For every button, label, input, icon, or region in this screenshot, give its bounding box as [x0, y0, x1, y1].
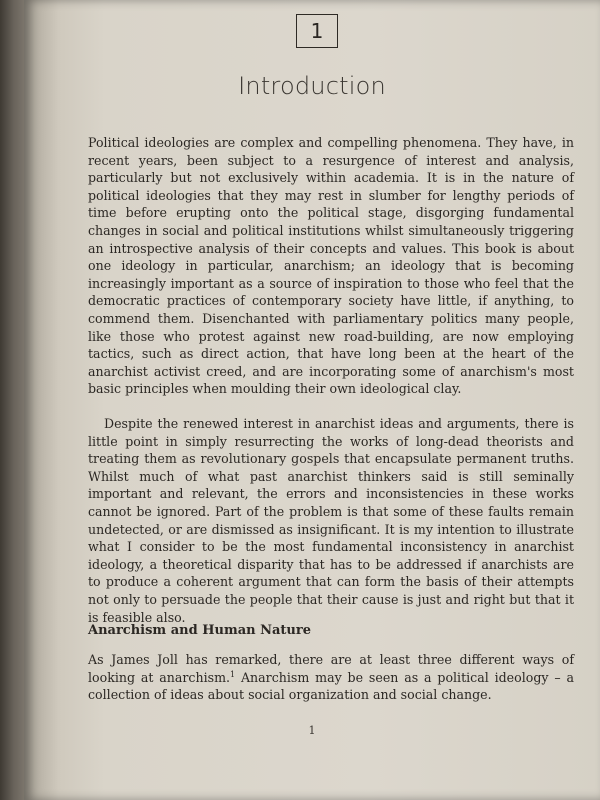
chapter-number: 1 — [310, 19, 324, 43]
paragraph-3 — [88, 651, 574, 704]
paragraph-3-text-after-note: Anarchism may be seen as a political ideology – a collection of ideas about social organization and social change. — [88, 669, 574, 703]
book-page — [24, 0, 600, 800]
paragraph-3-text-before-note: As James Joll has remarked, there are at least three different ways of looking at anarchism. — [88, 652, 574, 685]
paragraph-3-text — [88, 651, 574, 704]
chapter-number-box — [296, 14, 338, 48]
section-heading: Anarchism and Human Nature — [88, 623, 311, 638]
paragraph-1-text: Political ideologies are complex and compelling phenomena. They have, in recent years, been subject to a resurgence of interest and analysis, particularly but not exclusively within academia. It is in the nature of political ideologies that they may rest in slumber for lengthy periods of time before erupting onto the political stage, disgorging fundamental changes in social and political institutions whilst simultaneously triggering an introspective analysis of their concepts and values. This book is about one ideology in particular, anarchism; an ideology that is becoming increasingly important as a source of inspiration to those who feel that the democratic practices of contemporary society have little, if anything, to commend them. Disenchanted with parliamentary politics many people, like those who protest against new road-building, are now employing tactics, such as direct action, that have long been at the heart of the anarchist activist creed, and are incorporating some of anarchism's most basic principles when moulding their own ideological clay. — [88, 135, 574, 397]
paragraph-1 — [88, 134, 574, 398]
page-number: 1 — [308, 724, 316, 737]
paragraph-2 — [88, 415, 574, 626]
footnote-marker: 1 — [230, 669, 236, 679]
paragraph-2-text: Despite the renewed interest in anarchist ideas and arguments, there is little point in simply resurrecting the works of long-dead theorists and treating them as revolutionary gospels that encapsulate permanent truths. Whilst much of what past anarchist thinkers said is still seminally important and relevant, the errors and inconsistencies in these works cannot be ignored. Part of the problem is that some of these faults remain undetected, or are dismissed as insignificant. It is my intention to illustrate what I consider to be the most fundamental inconsistency in anarchist ideology, a theoretical disparity that has to be addressed if anarchists are to produce a coherent argument that can form the basis of their attempts not only to persuade the people that their cause is just and right but that it is feasible also. — [88, 416, 574, 625]
chapter-title: Introduction — [238, 72, 386, 100]
